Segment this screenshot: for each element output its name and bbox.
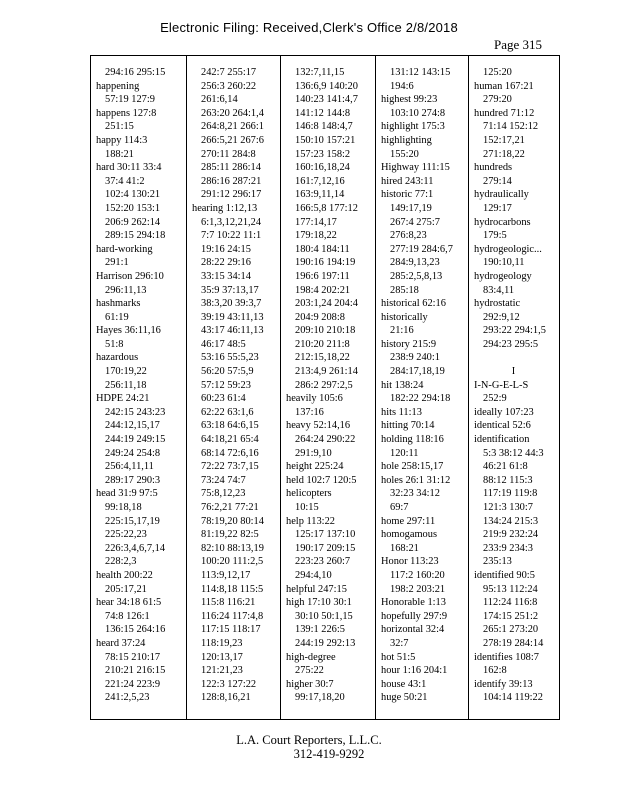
index-page-refs: 35:9 37:13,17: [201, 284, 259, 296]
index-term: identify 39:13: [474, 678, 533, 690]
index-page-refs: 163:9,11,14: [295, 189, 345, 201]
index-term: hear 34:18 61:5: [96, 597, 162, 609]
index-page-refs: 78:15 210:17: [105, 651, 161, 663]
index-column-3: [280, 56, 375, 719]
index-term: identifies 108:7: [474, 651, 539, 663]
index-page-refs: 221:24 223:9: [105, 678, 161, 690]
index-term: holes 26:1 31:12: [381, 474, 451, 486]
index-page-refs: 63:18 64:6,15: [201, 420, 259, 432]
index-page-refs: 7:7 10:22 11:1: [201, 230, 262, 242]
index-page-refs: 95:13 112:24: [483, 583, 538, 595]
index-term: high 17:10 30:1: [286, 597, 352, 609]
index-term: heard 37:24: [96, 637, 146, 649]
index-page-refs: 6:1,3,12,21,24: [201, 216, 262, 228]
index-term: hazardous: [96, 352, 139, 364]
index-page-refs: 285:18: [390, 284, 419, 296]
index-page-refs: 206:9 262:14: [105, 216, 161, 228]
index-term: [474, 351, 559, 365]
index-page-refs: 69:7: [390, 502, 409, 513]
index-term: identification: [474, 434, 530, 446]
index-page-refs: 162:8: [483, 665, 507, 677]
index-page-refs: 252:9: [483, 393, 507, 405]
index-term: Hayes 36:11,16: [96, 325, 161, 337]
index-page-refs: 32:7: [390, 637, 409, 649]
index-term: identical 52:6: [474, 420, 531, 432]
index-page-refs: 121:3 130:7: [483, 502, 533, 513]
index-page-refs: 102:4 130:21: [105, 189, 161, 201]
index-page-refs: 78:19,20 80:14: [201, 515, 264, 527]
index-term: head 31:9 97:5: [96, 488, 158, 500]
index-page-refs: 275:22: [295, 665, 324, 677]
index-term: hydrocarbons: [474, 216, 531, 228]
index-page-refs: 190:17 209:15: [295, 542, 356, 554]
index-page-refs: 117:2 160:20: [390, 569, 445, 581]
index-term: ideally 107:23: [474, 406, 534, 418]
index-page-refs: 177:14,17: [295, 216, 337, 228]
index-page-refs: 179:5: [483, 230, 507, 242]
index-term: hard-working: [96, 243, 153, 255]
index-page-refs: 166:5,8 177:12: [295, 202, 358, 214]
index-page-refs: 289:15 294:18: [105, 230, 166, 242]
index-term: hundreds: [474, 162, 513, 174]
index-page-refs: 103:10 274:8: [390, 107, 446, 119]
index-page-refs: 139:1 226:5: [295, 624, 345, 636]
page-number: Page 315: [494, 37, 543, 52]
index-page-refs: 122:3 127:22: [201, 678, 257, 690]
index-page-refs: 104:14 119:22: [483, 692, 543, 704]
index-page-refs: 117:19 119:8: [483, 488, 538, 500]
index-page-refs: 249:24 254:8: [105, 447, 161, 459]
index-page-refs: 152:20 153:1: [105, 202, 161, 214]
index-page-refs: 284:17,18,19: [390, 366, 445, 378]
footer: [0, 733, 618, 761]
index-page-refs: 150:10 157:21: [295, 134, 356, 146]
index-page-refs: 286:2 297:2,5: [295, 379, 353, 391]
index-page-refs: 68:14 72:6,16: [201, 447, 259, 459]
index-page-refs: 291:1: [105, 257, 129, 269]
index-page-refs: 116:24 117:4,8: [201, 610, 264, 622]
index-term: hydraulically: [474, 189, 529, 201]
index-term: heavily 105:6: [286, 393, 343, 405]
index-page-refs: 121:21,23: [201, 665, 243, 677]
index-term: highlight 175:3: [381, 121, 445, 133]
index-page-refs: 137:16: [295, 406, 324, 418]
index-page-refs: 225:15,17,19: [105, 515, 160, 527]
index-term: horizontal 32:4: [381, 624, 445, 636]
index-page-refs: 190:16 194:19: [295, 257, 356, 269]
index-page-refs: 51:8: [105, 338, 124, 350]
index-page-refs: 293:22 294:1,5: [483, 325, 546, 337]
index-page-refs: 21:16: [390, 325, 414, 337]
index-page-refs: 278:19 284:14: [483, 637, 544, 649]
index-page-refs: 73:24 74:7: [201, 474, 246, 486]
index-page-refs: 179:18,22: [295, 230, 337, 242]
index-page-refs: 267:4 275:7: [390, 216, 440, 228]
index-page-refs: 271:18,22: [483, 148, 525, 160]
index-page-refs: 60:23 61:4: [201, 393, 246, 405]
index-page-refs: 261:6,14: [201, 94, 238, 106]
index-page-refs: 19:16 24:15: [201, 243, 251, 255]
index-page-refs: 117:15 118:17: [201, 624, 261, 636]
index-term: history 215:9: [381, 338, 437, 350]
index-page-refs: 188:21: [105, 148, 134, 160]
index-page-refs: 244:19 249:15: [105, 434, 166, 446]
index-term: hard 30:11 33:4: [96, 162, 162, 174]
index-page-refs: 81:19,22 82:5: [201, 529, 259, 541]
index-page-refs: 56:20 57:5,9: [201, 366, 254, 378]
index-page-refs: 57:19 127:9: [105, 94, 155, 106]
index-term: Harrison 296:10: [96, 270, 164, 282]
index-page-refs: 100:20 111:2,5: [201, 556, 264, 568]
index-term: huge 50:21: [381, 692, 428, 704]
word-index-table: [90, 55, 560, 720]
index-page-refs: 157:23 158:2: [295, 148, 351, 160]
index-term: hearing 1:12,13: [192, 202, 258, 214]
index-page-refs: 270:11 284:8: [201, 148, 256, 160]
index-page-refs: 244:19 292:13: [295, 637, 356, 649]
index-page-refs: 46:21 61:8: [483, 461, 528, 473]
index-page-refs: 33:15 34:14: [201, 270, 251, 282]
index-page-refs: 146:8 148:4,7: [295, 121, 353, 133]
index-page-refs: 279:14: [483, 175, 512, 187]
index-page-refs: 194:6: [390, 80, 414, 92]
index-term: heavy 52:14,16: [286, 420, 351, 432]
index-page-refs: 294:23 295:5: [483, 338, 539, 350]
index-page-refs: 264:8,21 266:1: [201, 121, 264, 133]
index-page-refs: 83:4,11: [483, 284, 515, 296]
index-term: house 43:1: [381, 678, 427, 690]
index-page-refs: 37:4 41:2: [105, 175, 145, 187]
index-term: hydrogeologic...: [474, 243, 542, 255]
index-column-4: [375, 56, 468, 719]
index-page-refs: 152:17,21: [483, 134, 525, 146]
index-term: Highway 111:15: [381, 162, 450, 174]
index-page-refs: 75:8,12,23: [201, 488, 246, 500]
index-term: historical 62:16: [381, 298, 446, 310]
index-page-refs: 198:2 203:21: [390, 583, 446, 595]
index-term: held 102:7 120:5: [286, 474, 357, 486]
index-page-refs: 155:20: [390, 148, 419, 160]
index-term: holding 118:16: [381, 434, 444, 446]
index-page-refs: 125:20: [483, 67, 512, 78]
index-page-refs: 140:23 141:4,7: [295, 94, 358, 106]
index-term: hydrogeology: [474, 270, 532, 282]
index-term: hour 1:16 204:1: [381, 665, 448, 677]
index-term: happening: [96, 80, 140, 92]
index-page-refs: 203:1,24 204:4: [295, 298, 358, 310]
index-term: hashmarks: [96, 298, 141, 310]
index-page-refs: 168:21: [390, 542, 419, 554]
index-page-refs: 204:9 208:8: [295, 311, 345, 323]
index-page-refs: 57:12 59:23: [201, 379, 251, 391]
index-term: helpful 247:15: [286, 583, 347, 595]
index-column-5: [468, 56, 559, 719]
index-page-refs: 205:17,21: [105, 583, 147, 595]
index-page-refs: 279:20: [483, 94, 512, 106]
index-page-refs: 120:11: [390, 447, 419, 459]
index-term: highlighting: [381, 134, 432, 146]
index-page-refs: 292:9,12: [483, 311, 520, 323]
index-page-refs: 198:4 202:21: [295, 284, 351, 296]
index-page-refs: 286:16 287:21: [201, 175, 262, 187]
index-page-refs: 71:14 152:12: [483, 121, 539, 133]
index-page-refs: 170:19,22: [105, 366, 147, 378]
index-page-refs: 76:2,21 77:21: [201, 502, 259, 513]
index-page-refs: 125:17 137:10: [295, 529, 356, 541]
index-term: Honor 113:23: [381, 556, 439, 568]
index-page-refs: 128:8,16,21: [201, 692, 251, 704]
index-page-refs: 61:19: [105, 311, 129, 323]
index-page-refs: 149:17,19: [390, 202, 432, 214]
index-term: historically: [381, 311, 428, 323]
index-page-refs: 235:13: [483, 556, 512, 568]
index-page-refs: 38:3,20 39:3,7: [201, 298, 262, 310]
index-page-refs: 5:3 38:12 44:3: [483, 447, 544, 459]
index-page-refs: 244:12,15,17: [105, 420, 160, 432]
index-page-refs: 213:4,9 261:14: [295, 366, 358, 378]
index-page-refs: 219:9 232:24: [483, 529, 539, 541]
index-page-refs: 72:22 73:7,15: [201, 461, 259, 473]
index-page-refs: 285:2,5,8,13: [390, 270, 443, 282]
index-page-refs: 99:17,18,20: [295, 692, 345, 704]
index-page-refs: 276:8,23: [390, 230, 427, 242]
index-term: hot 51:5: [381, 651, 416, 663]
index-page-refs: 182:22 294:18: [390, 393, 451, 405]
index-page-refs: 256:11,18: [105, 379, 147, 391]
index-page-refs: 32:23 34:12: [390, 488, 440, 500]
index-term: hopefully 297:9: [381, 610, 448, 622]
index-page-refs: 210:21 216:15: [105, 665, 166, 677]
index-term: home 297:11: [381, 515, 436, 527]
index-page-refs: 118:19,23: [201, 637, 243, 649]
index-page-refs: 228:2,3: [105, 556, 137, 568]
index-page-refs: 291:9,10: [295, 447, 332, 459]
index-page-refs: 291:12 296:17: [201, 189, 262, 201]
index-page-refs: 28:22 29:16: [201, 257, 251, 269]
index-page-refs: 46:17 48:5: [201, 338, 246, 350]
index-term: happy 114:3: [96, 134, 148, 146]
index-term: human 167:21: [474, 80, 534, 92]
index-term: historic 77:1: [381, 189, 434, 201]
index-page-refs: 209:10 210:18: [295, 325, 356, 337]
index-page-refs: 294:4,10: [295, 569, 332, 581]
index-page-refs: 160:16,18,24: [295, 162, 350, 174]
index-page-refs: 190:10,11: [483, 257, 525, 269]
index-term: highest 99:23: [381, 94, 438, 106]
index-page-refs: 174:15 251:2: [483, 610, 539, 622]
index-page-refs: 285:11 286:14: [201, 162, 261, 174]
index-page-refs: 289:17 290:3: [105, 474, 161, 486]
index-term: happens 127:8: [96, 107, 157, 119]
index-page-refs: 30:10 50:1,15: [295, 610, 353, 622]
index-page-refs: 113:9,12,17: [201, 569, 251, 581]
index-page-refs: 226:3,4,6,7,14: [105, 542, 166, 554]
index-term: hole 258:15,17: [381, 461, 444, 473]
index-page-refs: 263:20 264:1,4: [201, 107, 264, 119]
index-page-refs: 53:16 55:5,23: [201, 352, 259, 364]
index-term: hundred 71:12: [474, 107, 535, 119]
index-page-refs: 82:10 88:13,19: [201, 542, 264, 554]
index-page-refs: 112:24 116:8: [483, 597, 538, 609]
index-page-refs: 196:6 197:11: [295, 270, 350, 282]
index-page-refs: 39:19 43:11,13: [201, 311, 264, 323]
index-term: Honorable 1:13: [381, 597, 446, 609]
index-term: health 200:22: [96, 569, 153, 581]
index-term: hired 243:11: [381, 175, 434, 187]
index-term: I-N-G-E-L-S: [474, 379, 529, 391]
index-column-1: [91, 56, 186, 719]
index-page-refs: 265:1 273:20: [483, 624, 539, 636]
index-term: higher 30:7: [286, 678, 334, 690]
index-page-refs: 43:17 46:11,13: [201, 325, 264, 337]
index-term: hits 11:13: [381, 406, 422, 418]
index-page-refs: 136:6,9 140:20: [295, 80, 358, 92]
index-page-refs: 223:23 260:7: [295, 556, 351, 568]
index-term: HDPE 24:21: [96, 393, 150, 405]
court-reporter-name: L.A. Court Reporters, L.L.C.: [236, 733, 382, 747]
index-page-refs: 256:4,11,11: [105, 461, 154, 473]
court-reporter-phone: 312-419-9292: [293, 747, 365, 761]
index-page-refs: 132:7,11,15: [295, 67, 345, 78]
index-page-refs: 141:12 144:8: [295, 107, 351, 119]
index-page-refs: 294:16 295:15: [105, 67, 166, 78]
section-letter: I: [511, 366, 516, 378]
index-term: hydrostatic: [474, 298, 521, 310]
index-page-refs: 115:8 116:21: [201, 597, 256, 609]
index-page-refs: 242:7 255:17: [201, 67, 257, 78]
index-page-refs: 114:8,18 115:5: [201, 583, 264, 595]
index-page-refs: 88:12 115:3: [483, 474, 533, 486]
index-page-refs: 161:7,12,16: [295, 175, 345, 187]
index-term: height 225:24: [286, 461, 344, 473]
index-page-refs: 242:15 243:23: [105, 406, 166, 418]
index-term: high-degree: [286, 651, 336, 663]
filing-header: Electronic Filing: Received,Clerk's Office 2/8/2018: [160, 20, 458, 35]
index-page-refs: 212:15,18,22: [295, 352, 350, 364]
index-page-refs: 134:24 215:3: [483, 515, 539, 527]
index-page-refs: 129:17: [483, 202, 512, 214]
index-page-refs: 277:19 284:6,7: [390, 243, 453, 255]
index-page-refs: 64:18,21 65:4: [201, 434, 259, 446]
index-page-refs: 10:15: [295, 502, 319, 513]
index-term: homogamous: [381, 529, 437, 541]
index-page-refs: 238:9 240:1: [390, 352, 440, 364]
index-term: help 113:22: [286, 515, 335, 527]
index-page-refs: 251:15: [105, 121, 134, 133]
index-term: identified 90:5: [474, 569, 535, 581]
index-page-refs: 136:15 264:16: [105, 624, 166, 636]
index-term: helicopters: [286, 488, 332, 500]
index-page-refs: 131:12 143:15: [390, 67, 451, 78]
index-page-refs: 74:8 126:1: [105, 610, 150, 622]
index-page-refs: 256:3 260:22: [201, 80, 257, 92]
index-page-refs: 284:9,13,23: [390, 257, 440, 269]
index-page-refs: 99:18,18: [105, 502, 142, 513]
index-page-refs: 264:24 290:22: [295, 434, 356, 446]
index-page-refs: 296:11,13: [105, 284, 147, 296]
index-column-2: [186, 56, 280, 719]
index-page-refs: 241:2,5,23: [105, 692, 150, 704]
index-page-refs: 62:22 63:1,6: [201, 406, 254, 418]
index-page-refs: 120:13,17: [201, 651, 243, 663]
index-term: hit 138:24: [381, 379, 424, 391]
index-page-refs: 225:22,23: [105, 529, 147, 541]
index-page-refs: 210:20 211:8: [295, 338, 350, 350]
index-page-refs: 233:9 234:3: [483, 542, 533, 554]
index-page-refs: 180:4 184:11: [295, 243, 350, 255]
index-term: hitting 70:14: [381, 420, 435, 432]
index-page-refs: 266:5,21 267:6: [201, 134, 264, 146]
